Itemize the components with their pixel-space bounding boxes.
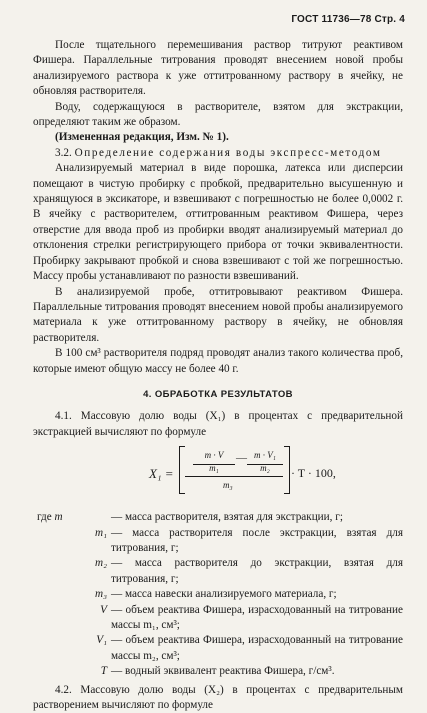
paragraph: В 100 см³ растворителя подряд проводят анализ такого количества проб, которые имеют общую массу не более 40 г. (33, 347, 403, 375)
formula-denominator-a: m₁ (209, 463, 219, 474)
formula-x1 (33, 444, 403, 508)
definition-symbol: V₁ (96, 634, 107, 647)
definition-text: — объем реактива Фишера, израсходованный на титрование массы m₁, см³; (111, 603, 403, 631)
definition-text: — масса растворителя после экстракции, взятая для титрования, г; (111, 526, 403, 554)
definition-text: — масса растворителя до экстракции, взятая для титрования, г; (111, 557, 403, 585)
definition-symbol: T (100, 665, 107, 678)
definition-symbol: m₃ (95, 588, 107, 601)
definition-row (33, 587, 403, 602)
formula-main-denominator: m₃ (223, 480, 233, 491)
definitions-list (33, 510, 403, 679)
formula-minus: — (236, 452, 247, 465)
paragraph: 4.2. Массовую долю воды (X₂) в процентах с предварительным растворением вычисляют по формуле (33, 683, 403, 712)
definition-text: — объем реактива Фишера, израсходованный на титрование массы m₂, см³; (111, 634, 403, 662)
paragraph: В анализируемой пробе, оттитровывают реактивом Фишера. Параллельные титрования проводят внесением новой пробы анализируемого материала к уже оттитрованному раствору в ячейку, не обновляя растворителя. (33, 285, 403, 344)
definition-symbol: m₂ (95, 557, 107, 570)
definition-text: — водный эквивалент реактива Фишера, г/см³. (111, 665, 335, 678)
formula-fraction-line (185, 476, 283, 477)
definition-row (33, 556, 403, 587)
definition-row (33, 633, 403, 664)
definition-symbol: V (100, 603, 107, 616)
definition-row (33, 603, 403, 634)
page-header: ГОСТ 11736—78 Стр. 4 (291, 14, 405, 25)
definition-text: — масса растворителя, взятая для экстракции, г; (111, 511, 343, 524)
definition-symbol: m (54, 511, 63, 524)
definition-lead (33, 510, 111, 525)
paragraph: Анализируемый материал в виде порошка, латекса или дисперсии помещают в чистую пробирку с пробкой, предварительно высушенную и хранящуюся в эксикаторе, и взвешивают с погрешностью не более 0,0002 г. В ячейку с растворителем, оттитрованным реактивом Фишера, через отверстие для ввода проб из пробирки вводят анализируемый материал до отклонения стрелки регистрирующего прибора от точки эквивалентности. Пробирку закрывают пробкой и снова взвешивают с той же погрешностью. Массу пробы устанавливают по разности взвешиваний. (33, 162, 403, 283)
formula-numerator-b: m · V₁ (247, 448, 283, 464)
formula-bracket-left (179, 446, 185, 494)
definition-symbol: m₁ (95, 526, 107, 539)
paragraph: 4.1. Массовую долю воды (X₁) в процентах с предварительной экстракцией вычисляют по формуле (33, 410, 403, 438)
subsection-heading (33, 146, 403, 161)
paragraph: После тщательного перемешивания раствор титруют реактивом Фишера. Параллельные титрования проводят внесением новой пробы анализируемого раствора к уже оттитрованному раствору в ячейку, не обновляя растворителя. (33, 39, 403, 98)
definition-text: — масса навески анализируемого материала, г; (111, 588, 337, 601)
definition-row (33, 526, 403, 557)
subsection-title: Определение содержания воды экспресс-методом (74, 146, 382, 159)
body-text (33, 38, 403, 713)
definition-row (33, 510, 403, 525)
definition-row (33, 664, 403, 679)
formula-denominator-b: m₂ (260, 463, 270, 474)
formula-lhs: X₁ = (149, 466, 174, 482)
formula-bracket-right (284, 446, 290, 494)
amendment-note: (Измененная редакция, Изм. № 1). (55, 131, 229, 144)
subsection-number: 3.2. (55, 146, 72, 159)
definition-lead-word: где (37, 511, 52, 524)
formula-tail: · T · 100, (291, 466, 336, 481)
formula-numerator-a: m · V (193, 448, 235, 464)
section-heading: 4. ОБРАБОТКА РЕЗУЛЬТАТОВ (143, 388, 293, 400)
paragraph: Воду, содержащуюся в растворителе, взятом для экстракции, определяют таким же образом. (33, 100, 403, 129)
